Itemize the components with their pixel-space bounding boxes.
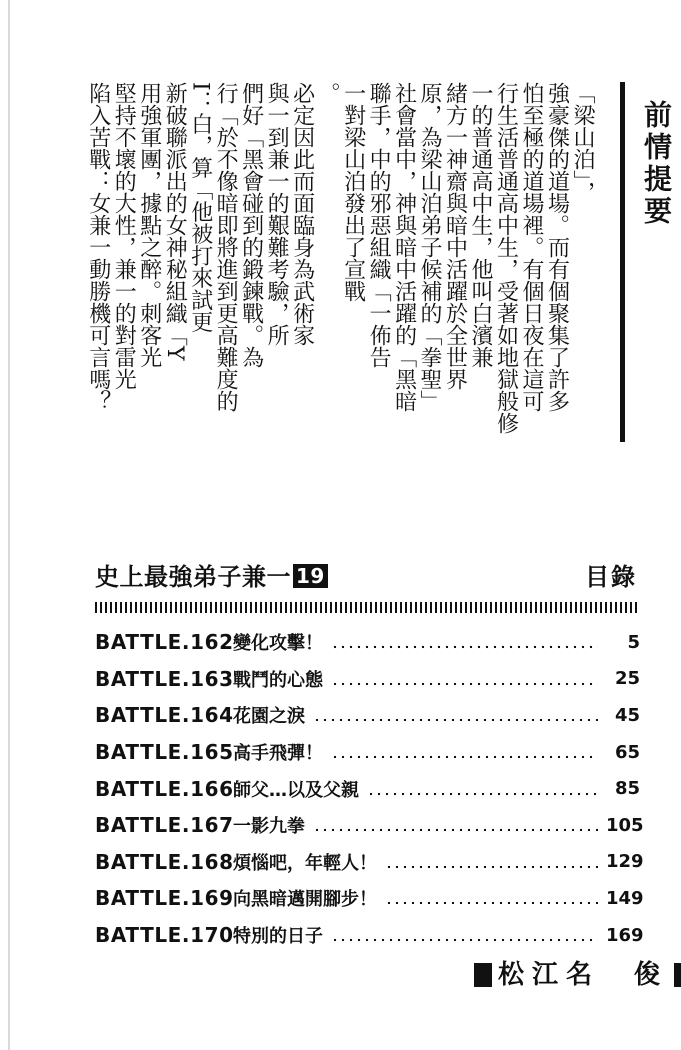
chapter-title: 特別的日子 — [233, 926, 323, 948]
synopsis-column-13: 與一到兼一的艱難考驗，所 — [264, 82, 290, 346]
dot-leader — [331, 938, 598, 942]
dot-leader — [331, 682, 598, 686]
right-black-block — [674, 963, 681, 987]
chapter-page-number: 129 — [606, 851, 644, 873]
toc-entry[interactable] — [95, 880, 644, 917]
chapter-page-number: 149 — [606, 887, 644, 909]
synopsis-column-19: 堅持不壞的大性，兼一的對雷光 — [111, 82, 137, 390]
dot-leader — [313, 828, 598, 832]
chapter-page-number: 65 — [614, 741, 640, 763]
chapter-title: 向黑暗邁開腳步！ — [233, 889, 377, 911]
synopsis-column-20: 陷入苦戰：女兼一動勝機可言嗎？ — [85, 82, 111, 412]
toc-entry[interactable] — [95, 917, 644, 954]
synopsis-column-7: 原，為梁山泊弟子候補的「拳聖」 — [417, 82, 443, 412]
chapter-code: BATTLE.168 — [95, 849, 234, 874]
chapter-title: 高手飛彈！ — [233, 743, 323, 765]
toc-entry[interactable] — [95, 661, 640, 698]
synopsis-column-2: 強豪傑的道場。而有個聚集了許多 — [544, 82, 570, 412]
synopsis-column-11: 。 — [315, 82, 341, 104]
chapter-page-number: 85 — [614, 778, 640, 800]
synopsis-column-3: 怕至極的道場裡。有個日夜在這可 — [518, 82, 544, 412]
synopsis-column-9: 聯手，中的邪惡組織「一佈告 — [366, 82, 392, 368]
page-edge-line — [8, 0, 10, 1050]
book-title-text: 史上最強弟子兼一 — [95, 563, 291, 591]
synopsis-column-6: 緒方一神齋與暗中活躍於全世界 — [442, 82, 468, 390]
synopsis-column-10: 一對梁山泊發出了宣戰 — [340, 82, 366, 302]
synopsis-column-12: 必定因此而面臨身為武術家 — [289, 82, 315, 346]
synopsis-heading: 前情提要 — [640, 100, 673, 228]
dot-leader — [367, 792, 598, 796]
synopsis-divider-rule — [620, 82, 625, 442]
chapter-code: BATTLE.163 — [95, 666, 234, 691]
chapter-page-number: 169 — [606, 924, 644, 946]
toc-entry[interactable] — [95, 770, 640, 807]
synopsis-column-14: 們好「黑會碰到的鍛鍊戰。為 — [238, 82, 264, 368]
chapter-code: BATTLE.166 — [95, 776, 234, 801]
synopsis-column-16: I：白，算「他被打來試更 — [187, 82, 213, 333]
chapter-title: 師父…以及父親 — [233, 779, 359, 801]
toc-header — [95, 562, 640, 596]
toc-entry[interactable] — [95, 624, 640, 661]
chapter-code: BATTLE.170 — [95, 923, 234, 948]
chapter-code: BATTLE.169 — [95, 886, 234, 911]
synopsis-column-18: 用強軍團，據點之醉。刺客光 — [136, 82, 162, 368]
chapter-code: BATTLE.165 — [95, 740, 234, 765]
synopsis-column-1: 「梁山泊」， — [569, 82, 595, 203]
chapter-page-number: 105 — [606, 814, 644, 836]
left-black-block — [474, 963, 492, 987]
volume-number-badge: 19 — [293, 564, 328, 588]
chapter-title: 煩惱吧，年輕人！ — [233, 852, 377, 874]
dot-leader — [331, 755, 598, 759]
toc-entry[interactable] — [95, 807, 644, 844]
table-of-contents — [95, 624, 644, 953]
dot-leader — [331, 645, 598, 649]
chapter-title: 戰鬥的心態 — [233, 669, 323, 691]
chapter-title: 花園之淚 — [233, 706, 305, 728]
dot-leader — [313, 718, 598, 722]
barcode-divider — [95, 602, 640, 613]
chapter-code: BATTLE.162 — [95, 630, 234, 655]
synopsis-column-15: 行「於不像暗即將進到更高難度的 — [213, 82, 239, 412]
chapter-page-number: 25 — [614, 668, 640, 690]
chapter-page-number: 45 — [614, 704, 640, 726]
synopsis-column-4: 行生活普通高中生，受著如地獄般修 — [493, 82, 519, 434]
chapter-title: 變化攻擊！ — [233, 633, 323, 655]
toc-entry[interactable] — [95, 697, 640, 734]
author-name: 松江名 俊 — [498, 960, 669, 990]
synopsis-column-5: 一的普通高中生，他叫白濱兼 — [468, 82, 494, 368]
synopsis-column-17: 新破聯派出的女神秘組織「Y — [162, 82, 188, 361]
chapter-code: BATTLE.164 — [95, 703, 234, 728]
toc-label: 目錄 — [585, 563, 637, 591]
synopsis-text-block — [86, 82, 594, 442]
book-title — [95, 562, 328, 592]
chapter-title: 一影九拳 — [233, 816, 305, 838]
toc-entry[interactable] — [95, 844, 644, 881]
author-credit — [474, 960, 681, 990]
dot-leader — [385, 901, 598, 905]
toc-entry[interactable] — [95, 734, 640, 771]
dot-leader — [385, 865, 598, 869]
chapter-code: BATTLE.167 — [95, 813, 234, 838]
synopsis-column-8: 社會當中，神與暗中活躍的「黑暗 — [391, 82, 417, 412]
chapter-page-number: 5 — [627, 631, 640, 653]
